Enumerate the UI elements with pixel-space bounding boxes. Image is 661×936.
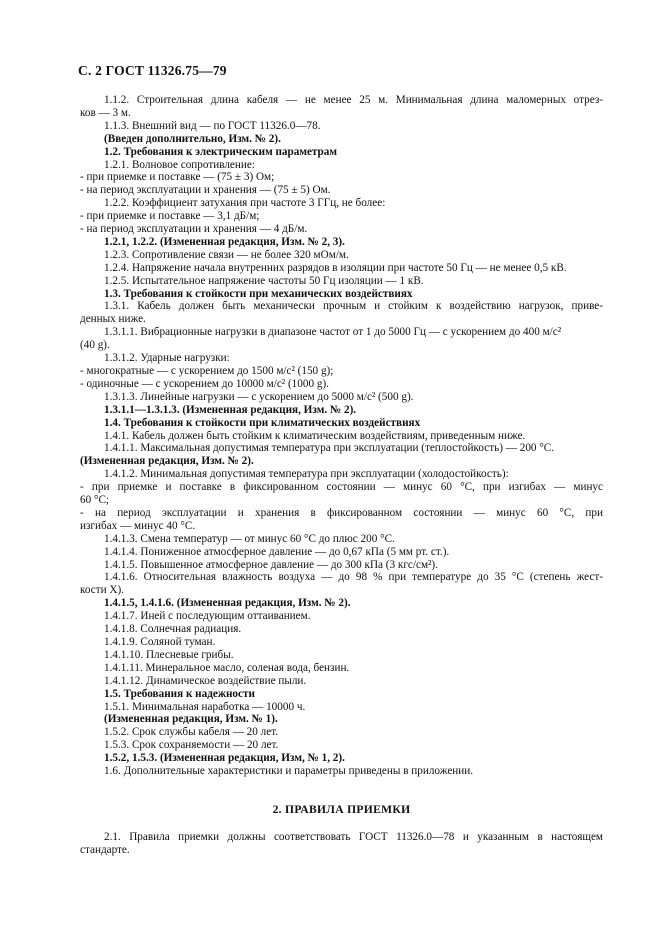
text-line: 60 °С;	[80, 494, 110, 507]
text-line: (40 g).	[80, 339, 110, 352]
text-line: - при приемке и поставке — 3,1 дБ/м;	[80, 210, 260, 223]
text-line: - при приемке и поставке в фиксированном состоянии — минус 60 °С, при изгибах — минус	[80, 481, 603, 494]
text-line: 1.4.1. Кабель должен быть стойким к климатическим воздействиям, приведенным ниже.	[104, 429, 526, 442]
text-line: 1.6. Дополнительные характеристики и параметры приведены в приложении.	[104, 765, 474, 778]
text-line: 1.4.1.11. Минеральное масло, соленая вода, бензин.	[104, 661, 350, 674]
section-2-body	[80, 831, 603, 857]
text-line: 1.5. Требования к надежности	[104, 687, 255, 700]
text-line: 1.4.1.5, 1.4.1.6. (Измененная редакция, Изм. № 2).	[104, 597, 351, 610]
text-line: кости X).	[80, 584, 124, 597]
text-line: 1.4.1.2. Минимальная допустимая температура при эксплуатации (холодостойкость):	[104, 468, 509, 481]
text-line: 1.3.1.2. Ударные нагрузки:	[104, 352, 230, 365]
page-header: С. 2 ГОСТ 11326.75—79	[78, 63, 227, 78]
text-line: (Измененная редакция, Изм. № 1).	[104, 713, 278, 726]
text-line: - на период эксплуатации и хранения — (75 ± 5) Ом.	[80, 184, 331, 197]
text-line: 1.5.1. Минимальная наработка — 10000 ч.	[104, 700, 306, 713]
section-1-body	[80, 94, 603, 778]
section-2-title: 2. ПРАВИЛА ПРИЕМКИ	[272, 802, 411, 816]
text-line: 1.2.5. Испытательное напряжение частоты 50 Гц изоляции — 1 кВ.	[104, 274, 424, 287]
text-line: 1.5.3. Срок сохраняемости — 20 лет.	[104, 739, 279, 752]
text-line: изгибах — минус 40 °С.	[80, 519, 196, 532]
text-line: 1.2.3. Сопротивление связи — не более 320 мОм/м.	[104, 248, 349, 261]
text-line: 1.4.1.3. Смена температур — от минус 60 °С до плюс 200 °С.	[104, 532, 395, 545]
text-line: - на период эксплуатации и хранения в фиксированном состоянии — минус 60 °С, при	[80, 506, 603, 519]
text-line: 1.3.1. Кабель должен быть механически прочным и стойким к воздействию нагрузок, приве-	[104, 300, 603, 313]
text-line: 1.4.1.5. Повышенное атмосферное давление — до 300 кПа (3 кгс/см²).	[104, 558, 438, 571]
text-line: 1.4.1.1. Максимальная допустимая температура при эксплуатации (теплостойкость) — 200 °С.	[104, 442, 555, 455]
text-line: 2.1. Правила приемки должны соответствовать ГОСТ 11326.0—78 и указанным в настоящем	[104, 830, 603, 843]
text-line: 1.5.2. Срок службы кабеля — 20 лет.	[104, 726, 279, 739]
text-line: 1.4.1.4. Пониженное атмосферное давление — до 0,67 кПа (5 мм рт. ст.).	[104, 545, 450, 558]
text-line: 1.4.1.10. Плесневые грибы.	[104, 648, 234, 661]
text-line: - при приемке и поставке — (75 ± 3) Ом;	[80, 171, 275, 184]
text-line: 1.2.4. Напряжение начала внутренних разрядов в изоляции при частоте 50 Гц — не менее 0,5 кВ.	[104, 261, 567, 274]
text-line: 1.2.1. Волновое сопротивление:	[104, 158, 255, 171]
text-line: денных ниже.	[80, 313, 146, 326]
text-line: 1.5.2, 1.5.3. (Измененная редакция, Изм, № 1, 2).	[104, 752, 345, 765]
text-line: 1.4.1.8. Солнечная радиация.	[104, 623, 242, 636]
text-line: 1.4. Требования к стойкости при климатических воздействиях	[104, 416, 421, 429]
text-line: 1.2. Требования к электрическим параметрам	[104, 145, 337, 158]
text-line: 1.3.1.3. Линейные нагрузки — с ускорением до 5000 м/с² (500 g).	[104, 390, 414, 403]
text-line: 1.2.1, 1.2.2. (Измененная редакция, Изм. № 2, 3).	[104, 235, 345, 248]
text-line: 1.3.1.1. Вибрационные нагрузки в диапазоне частот от 1 до 5000 Гц — с ускорением до 400 м/с²	[104, 326, 562, 339]
text-line: ков — 3 м.	[80, 106, 131, 119]
text-line: 1.1.3. Внешний вид — по ГОСТ 11326.0—78.	[104, 119, 321, 132]
text-line: - одиночные — с ускорением до 10000 м/с² (1000 g).	[80, 377, 329, 390]
document-body	[80, 94, 603, 857]
text-line: - на период эксплуатации и хранения — 4 дБ/м.	[80, 223, 308, 236]
text-line: 1.4.1.12. Динамическое воздействие пыли.	[104, 674, 307, 687]
text-line: 1.4.1.7. Иней с последующим оттаиванием.	[104, 610, 311, 623]
text-line: - многократные — с ускорением до 1500 м/с² (150 g);	[80, 365, 334, 377]
text-line: 1.4.1.6. Относительная влажность воздуха — до 98 % при температуре до 35 °С (степень жест-	[104, 571, 603, 584]
text-line: 1.3.1.1—1.3.1.3. (Измененная редакция, Изм. № 2).	[104, 403, 357, 416]
text-line: стандарте.	[80, 843, 130, 856]
text-line: 1.3. Требования к стойкости при механических воздействиях	[104, 287, 413, 300]
text-line: 1.1.2. Строительная длина кабеля — не менее 25 м. Минимальная длина маломерных отрез-	[104, 94, 603, 106]
text-line: (Измененная редакция, Изм. № 2).	[80, 455, 254, 468]
text-line: 1.4.1.9. Соляной туман.	[104, 635, 216, 648]
text-line: 1.2.2. Коэффициент затухания при частоте 3 ГГц, не более:	[104, 197, 386, 210]
text-line: (Введен дополнительно, Изм. № 2).	[104, 132, 281, 145]
